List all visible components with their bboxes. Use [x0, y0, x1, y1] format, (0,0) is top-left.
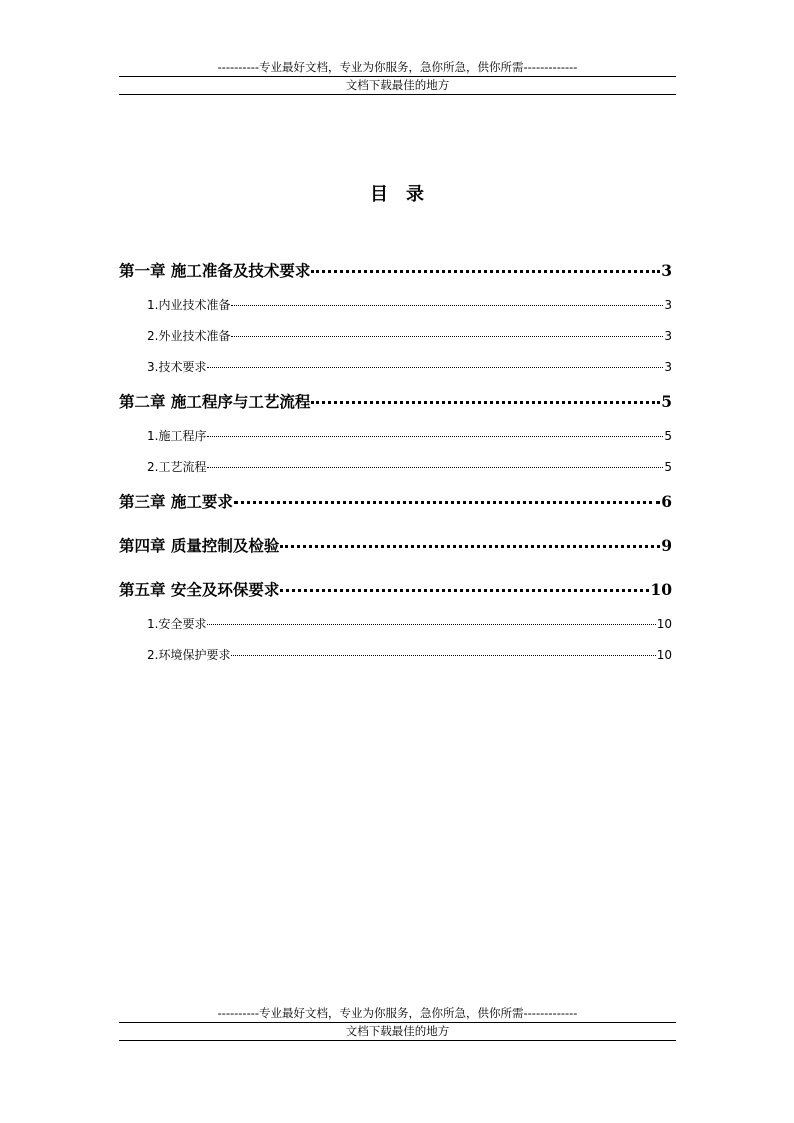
header-rule-thin	[119, 94, 676, 95]
toc-chapter-label: 第五章 安全及环保要求	[119, 580, 280, 599]
toc-leader	[311, 270, 660, 273]
page-header	[119, 60, 676, 95]
toc-page-number: 5	[664, 429, 672, 443]
toc-section-label: 2.环境保护要求	[147, 648, 231, 662]
table-of-contents	[119, 252, 672, 671]
toc-section-5-2[interactable]	[119, 640, 672, 671]
toc-leader	[231, 305, 663, 306]
header-slogan: ----------专业最好文档，专业为你服务，急你所急，供你所需-------------	[217, 60, 578, 74]
toc-page-number: 3	[664, 298, 672, 312]
toc-chapter-3[interactable]	[119, 484, 672, 521]
toc-section-2-1[interactable]	[119, 421, 672, 452]
toc-title: 目录	[370, 184, 442, 205]
header-subtitle: 文档下载最佳的地方	[345, 78, 450, 92]
toc-leader	[207, 467, 663, 468]
toc-page-number: 9	[661, 536, 672, 555]
toc-page-number: 3	[664, 329, 672, 343]
toc-chapter-label: 第一章 施工准备及技术要求	[119, 261, 311, 280]
toc-leader	[207, 624, 655, 625]
toc-page-number: 5	[664, 460, 672, 474]
toc-section-label: 2.外业技术准备	[147, 329, 231, 343]
toc-chapter-1[interactable]	[119, 253, 672, 290]
toc-section-label: 1.安全要求	[147, 617, 207, 631]
toc-leader	[311, 401, 660, 404]
toc-section-2-2[interactable]	[119, 452, 672, 483]
toc-chapter-5[interactable]	[119, 572, 672, 609]
toc-leader	[231, 336, 663, 337]
toc-page-number: 10	[656, 648, 672, 662]
toc-section-label: 1.内业技术准备	[147, 298, 231, 312]
toc-page-number: 10	[656, 617, 672, 631]
toc-page-number: 6	[661, 492, 672, 511]
toc-section-1-2[interactable]	[119, 321, 672, 352]
toc-page-number: 5	[661, 392, 672, 411]
toc-spacer	[119, 521, 672, 527]
toc-leader	[207, 436, 663, 437]
toc-leader	[234, 501, 660, 504]
footer-slogan: ----------专业最好文档，专业为你服务，急你所急，供你所需-------------	[217, 1006, 578, 1020]
footer-rule-thin	[119, 1040, 676, 1041]
toc-page-number: 3	[664, 360, 672, 374]
toc-chapter-label: 第二章 施工程序与工艺流程	[119, 392, 311, 411]
toc-chapter-2[interactable]	[119, 384, 672, 421]
toc-section-1-3[interactable]	[119, 352, 672, 383]
toc-section-label: 1.施工程序	[147, 429, 207, 443]
toc-spacer	[119, 565, 672, 571]
toc-leader	[280, 589, 649, 592]
toc-chapter-4[interactable]	[119, 528, 672, 565]
page-footer	[119, 1006, 676, 1041]
toc-page-number: 3	[661, 261, 672, 280]
toc-section-label: 3.技术要求	[147, 360, 207, 374]
toc-section-label: 2.工艺流程	[147, 460, 207, 474]
toc-leader	[280, 545, 660, 548]
toc-chapter-label: 第四章 质量控制及检验	[119, 536, 280, 555]
toc-leader	[207, 367, 663, 368]
toc-page-number: 10	[650, 580, 672, 599]
footer-subtitle: 文档下载最佳的地方	[345, 1024, 450, 1038]
toc-section-5-1[interactable]	[119, 609, 672, 640]
toc-leader	[231, 655, 655, 656]
toc-chapter-label: 第三章 施工要求	[119, 492, 233, 511]
toc-section-1-1[interactable]	[119, 290, 672, 321]
